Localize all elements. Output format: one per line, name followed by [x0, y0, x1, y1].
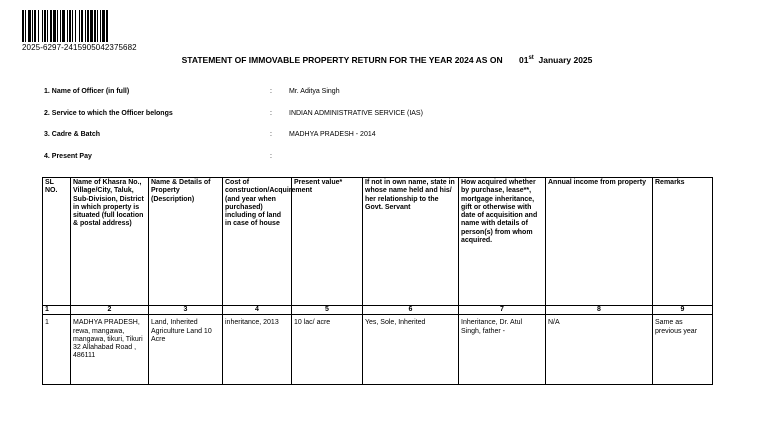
column-number: 4: [223, 306, 292, 315]
table-header-row: [43, 178, 713, 306]
officer-name-colon: :: [270, 88, 272, 95]
header-sl-no: SL NO.: [43, 178, 71, 306]
cell-sl-no: 1: [43, 315, 71, 385]
column-number: 5: [292, 306, 363, 315]
header-location: Name of Khasra No., Village/City, Taluk, Sub-Division, District in which property is situated (full location & postal address): [71, 178, 149, 306]
cell-how-acquired: Inheritance, Dr. Atul Singh, father -: [459, 315, 546, 385]
officer-name-label: 1. Name of Officer (in full): [44, 88, 130, 95]
column-number: 9: [653, 306, 713, 315]
header-annual-income: Annual income from property: [546, 178, 653, 306]
document-title: [0, 55, 774, 65]
cell-property-details: Land, Inherited Agriculture Land 10 Acre: [149, 315, 223, 385]
title-main: STATEMENT OF IMMOVABLE PROPERTY RETURN FOR THE YEAR 2024 AS ON: [181, 55, 503, 65]
cell-owner-relationship: Yes, Sole, Inherited: [363, 315, 459, 385]
cell-remarks: Same as previous year: [653, 315, 713, 385]
service-value: INDIAN ADMINISTRATIVE SERVICE (IAS): [289, 110, 423, 117]
cadre-batch-value: MADHYA PRADESH - 2014: [289, 131, 376, 138]
cell-cost: inheritance, 2013: [223, 315, 292, 385]
cell-annual-income: N/A: [546, 315, 653, 385]
column-number: 1: [43, 306, 71, 315]
barcode-number: 2025-6297-2415905042375682: [22, 43, 137, 52]
table-column-numbers-row: [43, 306, 713, 315]
cell-location: MADHYA PRADESH, rewa, mangawa, mangawa, tikuri, Tikuri 32 Allahabad Road , 486111: [71, 315, 149, 385]
column-number: 3: [149, 306, 223, 315]
present-pay-label: 4. Present Pay: [44, 153, 92, 160]
header-owner-relationship: If not in own name, state in whose name held and his/ her relationship to the Govt. Servant: [363, 178, 459, 306]
header-remarks: Remarks: [653, 178, 713, 306]
service-label: 2. Service to which the Officer belongs: [44, 110, 173, 117]
cadre-batch-colon: :: [270, 131, 272, 138]
column-number: 8: [546, 306, 653, 315]
header-present-value: Present value*: [292, 178, 363, 306]
table-row: [43, 315, 713, 385]
header-how-acquired: How acquired whether by purchase, lease**, mortgage inheritance, gift or otherwise with date of acquisition and name with details of person(s) from whom acquired.: [459, 178, 546, 306]
service-colon: :: [270, 110, 272, 117]
column-number: 6: [363, 306, 459, 315]
column-number: 7: [459, 306, 546, 315]
header-cost: Cost of construction/Acquirement (and year when purchased) including of land in case of house: [223, 178, 292, 306]
title-date: 01st January 2025: [518, 55, 593, 65]
cell-present-value: 10 lac/ acre: [292, 315, 363, 385]
column-number: 2: [71, 306, 149, 315]
property-table: [42, 177, 713, 385]
barcode: [22, 10, 146, 42]
present-pay-colon: :: [270, 153, 272, 160]
cadre-batch-label: 3. Cadre & Batch: [44, 131, 101, 138]
officer-name-value: Mr. Aditya Singh: [289, 88, 340, 95]
header-property-details: Name & Details of Property (Description): [149, 178, 223, 306]
